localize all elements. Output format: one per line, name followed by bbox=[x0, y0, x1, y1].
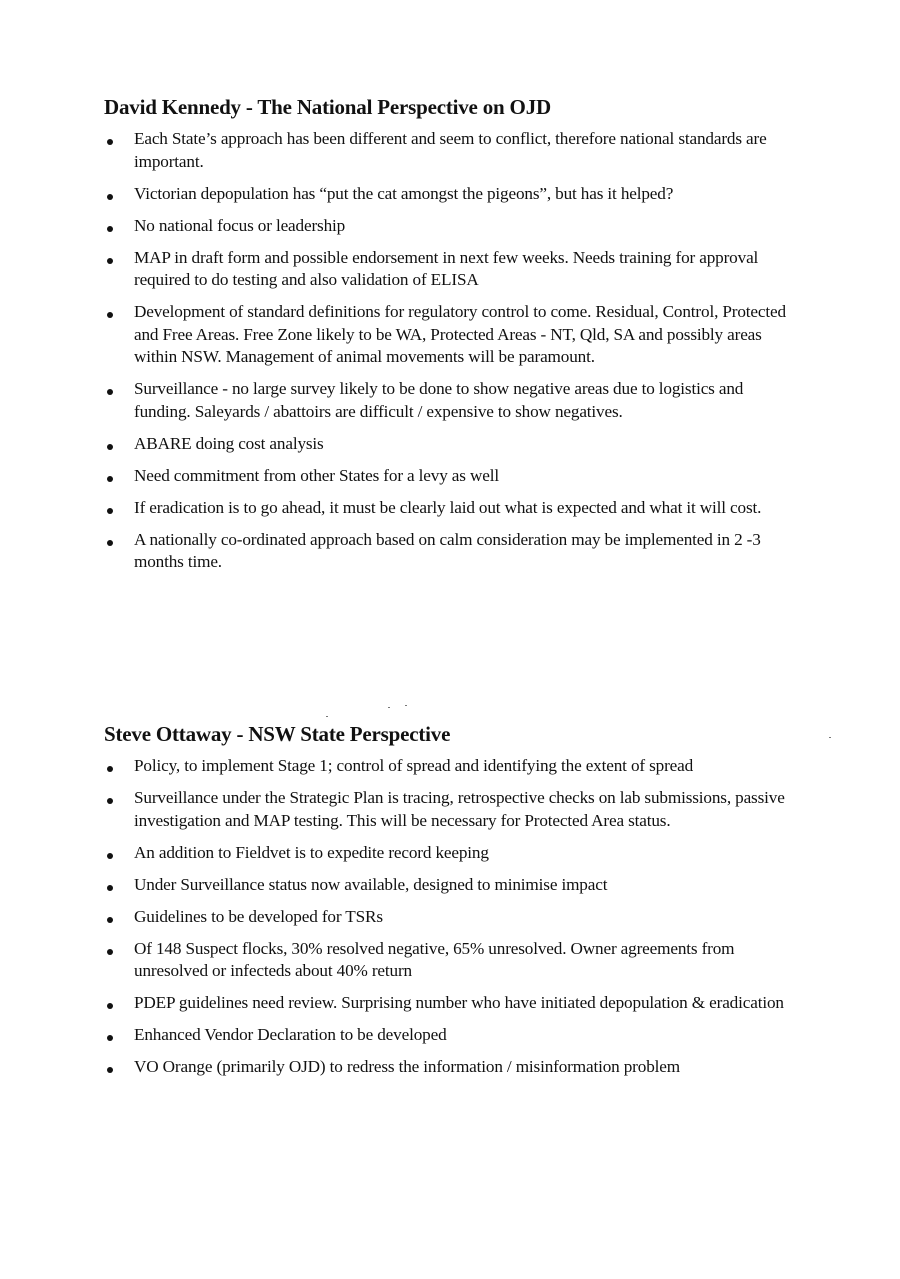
list-item bbox=[104, 874, 794, 897]
bullet-icon bbox=[107, 444, 113, 450]
list-item-text: Policy, to implement Stage 1; control of spread and identifying the extent of spread bbox=[134, 756, 694, 775]
bullet-icon bbox=[107, 540, 113, 546]
list-item bbox=[104, 755, 794, 778]
list-item bbox=[104, 183, 794, 206]
list-item bbox=[104, 842, 794, 865]
bullet-icon bbox=[107, 949, 113, 955]
list-item-text: VO Orange (primarily OJD) to redress the information / misinformation problem bbox=[134, 1057, 680, 1076]
bullet-icon bbox=[107, 1035, 113, 1041]
list-item-text: Of 148 Suspect flocks, 30% resolved negative, 65% unresolved. Owner agreements from unresolved or infecteds about 40% return bbox=[134, 938, 735, 980]
list-item bbox=[104, 465, 794, 488]
bullet-icon bbox=[107, 476, 113, 482]
bullet-icon bbox=[107, 139, 113, 145]
list-item-text: An addition to Fieldvet is to expedite record keeping bbox=[134, 842, 489, 862]
bullet-icon bbox=[107, 885, 113, 891]
list-item-text: Under Surveillance status now available, designed to minimise impact bbox=[134, 874, 608, 894]
list-item bbox=[104, 529, 794, 574]
section-heading: David Kennedy - The National Perspective on OJD bbox=[104, 95, 551, 119]
scan-speck bbox=[388, 707, 390, 708]
bullet-icon bbox=[107, 194, 113, 200]
bullet-icon bbox=[107, 853, 113, 859]
list-item bbox=[104, 433, 794, 456]
list-item bbox=[104, 1056, 794, 1079]
list-item bbox=[104, 301, 794, 369]
bullet-icon bbox=[107, 258, 113, 264]
list-item bbox=[104, 787, 794, 832]
list-item bbox=[104, 247, 794, 292]
bullet-icon bbox=[107, 1003, 113, 1009]
list-item-text: Surveillance under the Strategic Plan is tracing, retrospective checks on lab submissions, passive investigation and MAP testing. This will be necessary for Protected Area status. bbox=[134, 788, 785, 830]
bullet-icon bbox=[107, 312, 113, 318]
list-item-text: Guidelines to be developed for TSRs bbox=[134, 906, 383, 926]
section-nsw-perspective bbox=[104, 721, 794, 1088]
list-item bbox=[104, 128, 794, 173]
list-item-text: ABARE doing cost analysis bbox=[134, 433, 324, 453]
scan-speck bbox=[829, 737, 831, 738]
bullet-icon bbox=[107, 389, 113, 395]
list-item-text: Development of standard definitions for regulatory control to come. Residual, Control, Protected and Free Areas. Free Zone likely to be WA, Protected Areas - NT, Qld, SA and possibly areas within NSW. Management of animal movements will be paramount. bbox=[134, 302, 786, 366]
list-item-text: Need commitment from other States for a levy as well bbox=[134, 465, 499, 485]
bullet-icon bbox=[107, 508, 113, 514]
bullet-icon bbox=[107, 917, 113, 923]
list-item-text: Enhanced Vendor Declaration to be developed bbox=[134, 1025, 447, 1044]
bullet-list bbox=[104, 755, 794, 1079]
list-item-text: If eradication is to go ahead, it must be clearly laid out what is expected and what it will cost. bbox=[134, 497, 762, 517]
list-item bbox=[104, 215, 794, 238]
section-national-perspective bbox=[104, 94, 794, 583]
list-item bbox=[104, 938, 794, 983]
section-heading: Steve Ottaway - NSW State Perspective bbox=[104, 722, 451, 746]
list-item-text: Victorian depopulation has “put the cat amongst the pigeons”, but has it helped? bbox=[134, 183, 674, 203]
list-item-text: No national focus or leadership bbox=[134, 215, 346, 235]
bullet-icon bbox=[107, 766, 113, 772]
scan-speck bbox=[326, 716, 328, 717]
bullet-list bbox=[104, 128, 794, 574]
bullet-icon bbox=[107, 1067, 113, 1073]
list-item-text: PDEP guidelines need review. Surprising number who have initiated depopulation & eradication bbox=[134, 993, 784, 1012]
bullet-icon bbox=[107, 798, 113, 804]
list-item bbox=[104, 906, 794, 929]
list-item-text: MAP in draft form and possible endorsement in next few weeks. Needs training for approval required to do testing and also validation of ELISA bbox=[134, 247, 759, 289]
scan-speck bbox=[405, 705, 407, 706]
list-item-text: Surveillance - no large survey likely to be done to show negative areas due to logistics and funding. Saleyards / abattoirs are difficult / expensive to show negatives. bbox=[134, 379, 744, 421]
list-item bbox=[104, 497, 794, 520]
list-item bbox=[104, 1024, 794, 1047]
list-item-text: Each State’s approach has been different and seem to conflict, therefore national standards are important. bbox=[134, 129, 767, 171]
list-item-text: A nationally co-ordinated approach based on calm consideration may be implemented in 2 -3 months time. bbox=[134, 529, 761, 571]
list-item bbox=[104, 378, 794, 423]
list-item bbox=[104, 992, 794, 1015]
bullet-icon bbox=[107, 226, 113, 232]
